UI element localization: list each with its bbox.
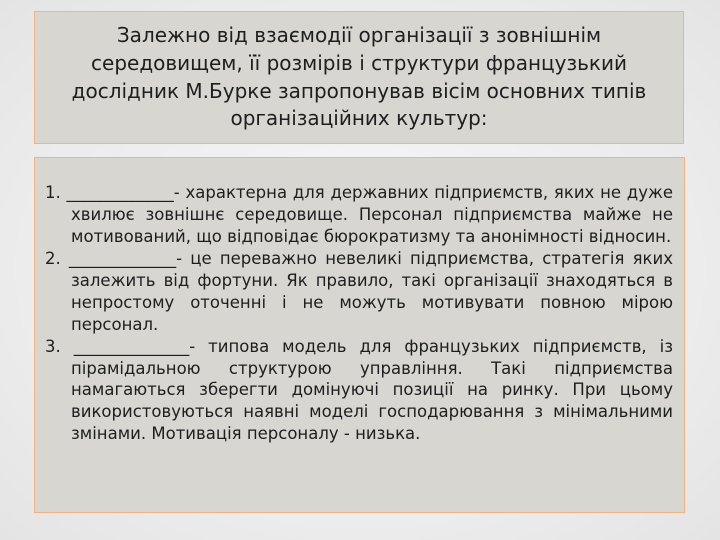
list-item	[45, 182, 673, 248]
culture-types-list	[45, 182, 673, 445]
content-box	[34, 157, 685, 513]
item-number: 1.	[45, 183, 67, 202]
item-text: - це переважно невеликі підприємства, стратегія яких залежить від фортуни. Як правило, такі організації знаходяться в непростому оточенні і не можуть мотивувати повною мірою персонал.	[71, 248, 673, 334]
item-text: - типова модель для французьких підприємств, із пірамідальною структурою управління. Такі підприємства намагаються зберегти домінуючі позиції на ринку. При цьому використовуються наявні моделі господарювання з мінімальними змінами. Мотивація персоналу - низька.	[71, 336, 673, 444]
blank-line: _____________	[68, 248, 177, 268]
slide-title: Залежно від взаємодії організації з зовнішнім середовищем, її розмірів і структури французький дослідник М.Бурке запропонував вісім основних типів організаційних культур:	[71, 23, 647, 131]
item-number: 2.	[45, 248, 69, 268]
list-item	[45, 248, 673, 336]
blank-line: ______________	[73, 336, 190, 356]
title-box	[34, 11, 684, 144]
item-text: - характерна для державних підприємств, яких не дуже хвилює зовнішнє середовище. Персонал підприємства майже не мотивований, що відповідає бюрократизму та анонімності відносин.	[71, 183, 673, 246]
list-item	[45, 336, 673, 446]
blank-line: _____________	[66, 183, 174, 202]
item-number: 3.	[45, 336, 74, 356]
